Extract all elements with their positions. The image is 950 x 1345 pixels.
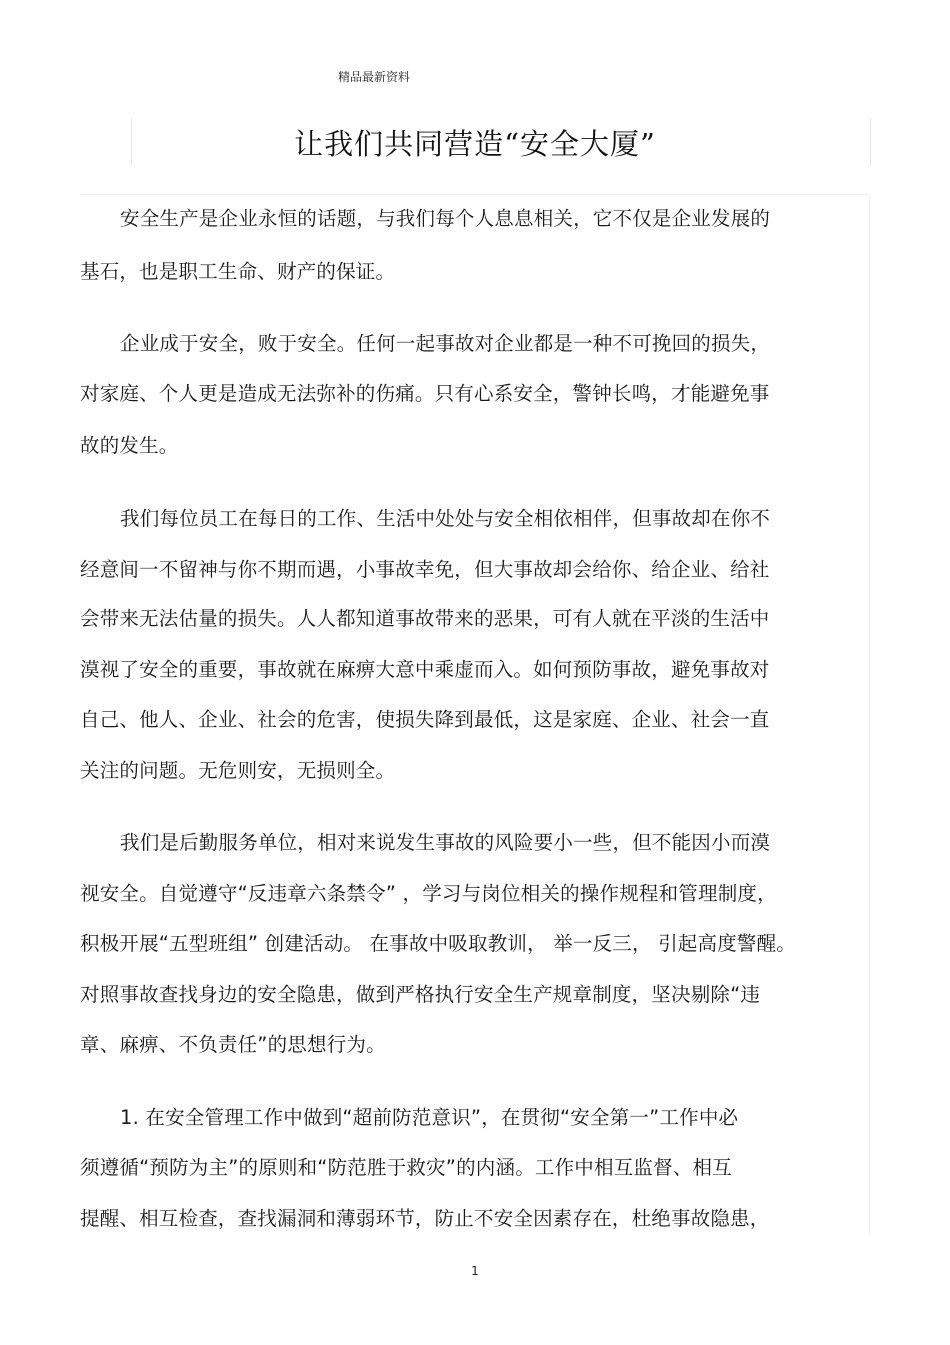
paragraph-line: 章、麻痹、不负责任”的思想行为。	[80, 1033, 386, 1056]
paragraph-line: 安全生产是企业永恒的话题，与我们每个人息息相关，它不仅是企业发展的	[120, 207, 771, 230]
paragraph-line: 须遵循“预防为主”的原则和“防范胜于救灾”的内涵。工作中相互监督、相互	[80, 1156, 732, 1179]
header-note: 精品最新资料	[338, 70, 411, 84]
paragraph-line: 提醒、相互检查，查找漏洞和薄弱环节，防止不安全因素存在，杜绝事故隐患，	[80, 1207, 770, 1230]
paragraph-line: 1. 在安全管理工作中做到“超前防范意识”，在贯彻“安全第一”工作中必	[120, 1106, 739, 1129]
paragraph-line: 我们每位员工在每日的工作、生活中处处与安全相依相伴，但事故却在你不	[120, 507, 771, 530]
page-title: 让我们共同营造“安全大厦”	[294, 127, 656, 161]
paragraph-line: 自己、他人、企业、社会的危害，使损失降到最低，这是家庭、企业、社会一直	[80, 708, 770, 731]
paragraph-line: 基石，也是职工生命、财产的保证。	[80, 260, 396, 283]
paragraph-line: 企业成于安全，败于安全。任何一起事故对企业都是一种不可挽回的损失，	[120, 332, 771, 355]
title-divider	[80, 194, 869, 195]
paragraph-line: 积极开展“五型班组” 创建活动。 在事故中吸取教训， 举一反三， 引起高度警醒。	[80, 932, 796, 955]
paragraph-line: 我们是后勤服务单位，相对来说发生事故的风险要小一些，但不能因小而漠	[120, 831, 771, 854]
paragraph-line: 关注的问题。无危则安，无损则全。	[80, 759, 396, 782]
paragraph-line: 漠视了安全的重要，事故就在麻痹大意中乘虚而入。如何预防事故，避免事故对	[80, 658, 770, 681]
paragraph-line: 经意间一不留神与你不期而遇，小事故幸免，但大事故却会给你、给企业、给社	[80, 558, 770, 581]
paragraph-line: 对家庭、个人更是造成无法弥补的伤痛。只有心系安全，警钟长鸣，才能避免事	[80, 382, 770, 405]
paragraph-line: 对照事故查找身边的安全隐患，做到严格执行安全生产规章制度，坚决剔除“违	[80, 983, 761, 1006]
paragraph-line: 故的发生。	[80, 434, 179, 457]
paragraph-line: 会带来无法估量的损失。人人都知道事故带来的恶果，可有人就在平淡的生活中	[80, 607, 770, 630]
page-number: 1	[471, 1264, 479, 1278]
right-margin-rule	[869, 195, 870, 1235]
paragraph-line: 视安全。自觉遵守“反违章六条禁令” ，学习与岗位相关的操作规程和管理制度，	[80, 882, 777, 905]
